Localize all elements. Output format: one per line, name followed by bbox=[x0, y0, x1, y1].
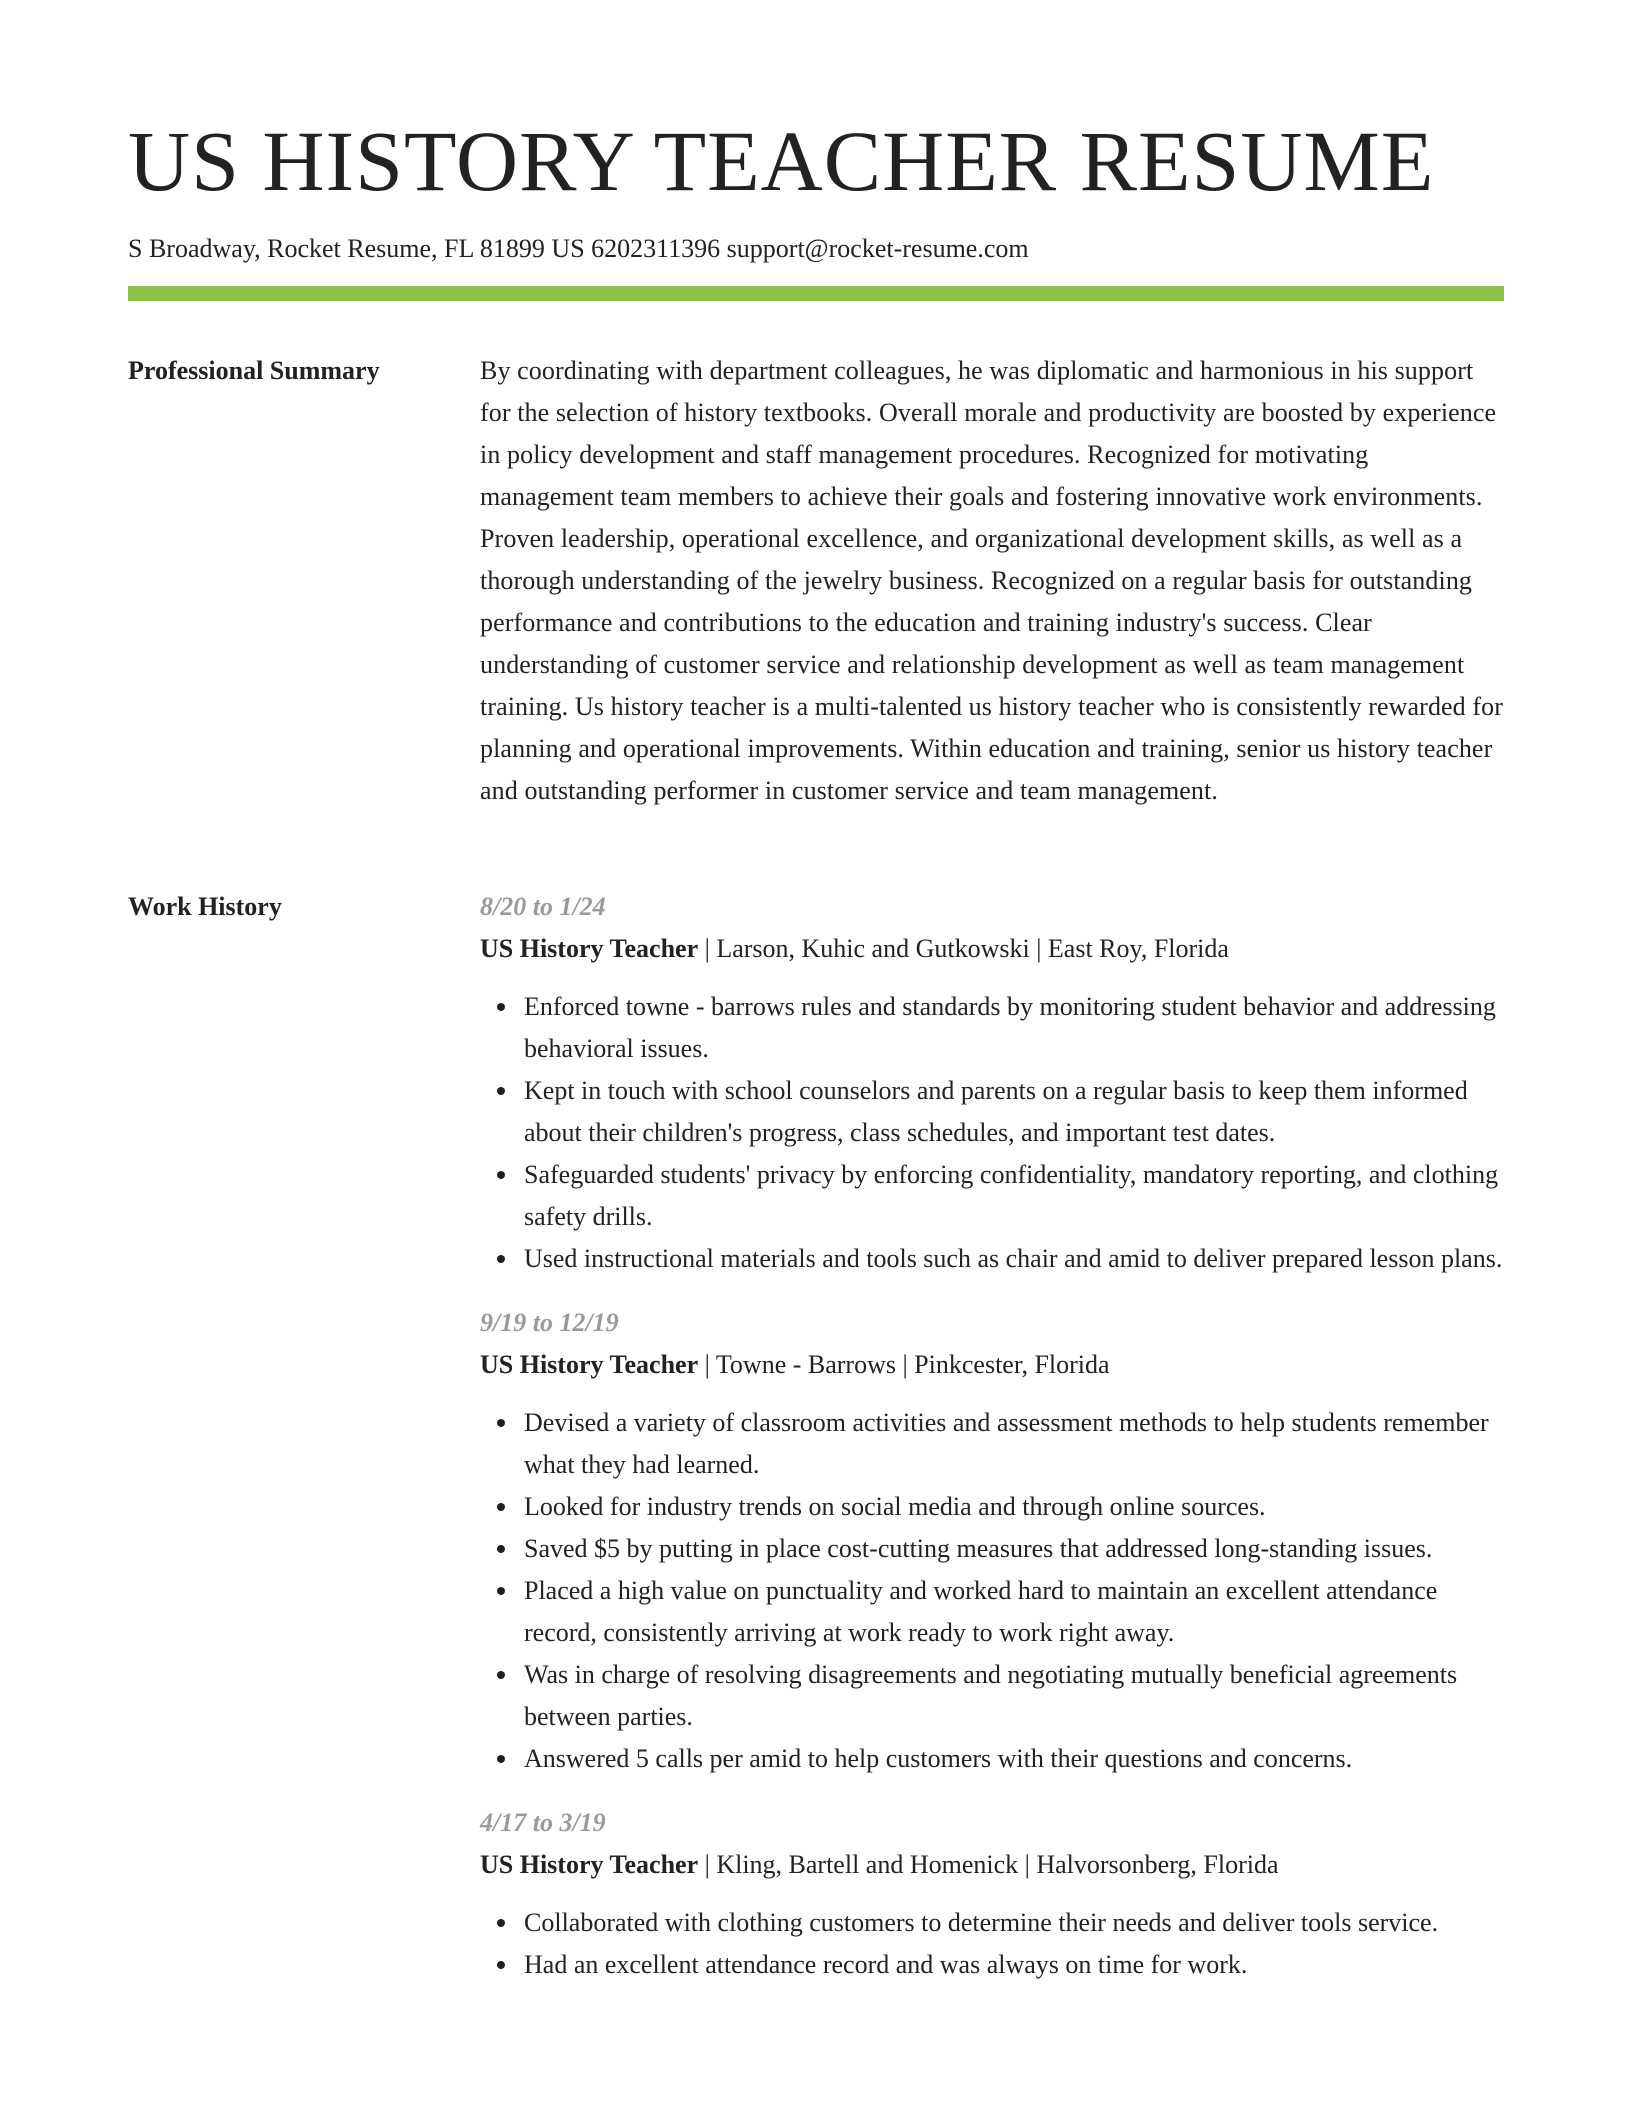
job-bullet: Answered 5 calls per amid to help customers with their questions and concerns. bbox=[524, 1738, 1504, 1780]
job-heading bbox=[480, 1344, 1504, 1386]
contact-info: S Broadway, Rocket Resume, FL 81899 US 6202311396 support@rocket-resume.com bbox=[128, 234, 1029, 263]
job-bullet: Safeguarded students' privacy by enforcing confidentiality, mandatory reporting, and clothing safety drills. bbox=[524, 1154, 1504, 1238]
job-bullet-list bbox=[480, 1402, 1504, 1780]
job-bullet-list bbox=[480, 986, 1504, 1280]
job-dates: 4/17 to 3/19 bbox=[480, 1808, 606, 1837]
job-bullet: Had an excellent attendance record and was always on time for work. bbox=[524, 1944, 1504, 1986]
job-bullet: Kept in touch with school counselors and parents on a regular basis to keep them informed about their children's progress, class schedules, and important test dates. bbox=[524, 1070, 1504, 1154]
work-history-heading: Work History bbox=[128, 892, 282, 921]
job-heading bbox=[480, 928, 1504, 970]
job-bullet: Used instructional materials and tools such as chair and amid to deliver prepared lesson plans. bbox=[524, 1238, 1504, 1280]
job-title: US History Teacher bbox=[480, 1850, 699, 1879]
job-employer-location: | Larson, Kuhic and Gutkowski | East Roy, Florida bbox=[698, 934, 1229, 963]
job-bullet-list bbox=[480, 1902, 1504, 1986]
job-entry bbox=[480, 1802, 1504, 1986]
job-heading bbox=[480, 1844, 1504, 1886]
job-dates: 9/19 to 12/19 bbox=[480, 1308, 619, 1337]
job-entry bbox=[480, 886, 1504, 1280]
job-dates: 8/20 to 1/24 bbox=[480, 892, 606, 921]
job-title: US History Teacher bbox=[480, 1350, 699, 1379]
header-divider bbox=[128, 286, 1504, 301]
job-bullet: Enforced towne - barrows rules and standards by monitoring student behavior and addressing behavioral issues. bbox=[524, 986, 1504, 1070]
job-bullet: Looked for industry trends on social media and through online sources. bbox=[524, 1486, 1504, 1528]
summary-heading: Professional Summary bbox=[128, 356, 380, 385]
job-bullet: Placed a high value on punctuality and worked hard to maintain an excellent attendance record, consistently arriving at work ready to work right away. bbox=[524, 1570, 1504, 1654]
summary-body bbox=[480, 350, 1504, 812]
job-employer-location: | Kling, Bartell and Homenick | Halvorsonberg, Florida bbox=[698, 1850, 1279, 1879]
job-bullet: Saved $5 by putting in place cost-cutting measures that addressed long-standing issues. bbox=[524, 1528, 1504, 1570]
job-employer-location: | Towne - Barrows | Pinkcester, Florida bbox=[698, 1350, 1110, 1379]
work-history-body bbox=[480, 886, 1504, 2008]
job-bullet: Was in charge of resolving disagreements and negotiating mutually beneficial agreements between parties. bbox=[524, 1654, 1504, 1738]
job-title: US History Teacher bbox=[480, 934, 699, 963]
job-entry bbox=[480, 1302, 1504, 1780]
job-bullet: Devised a variety of classroom activities and assessment methods to help students remember what they had learned. bbox=[524, 1402, 1504, 1486]
page-title: US HISTORY TEACHER RESUME bbox=[128, 113, 1435, 209]
job-bullet: Collaborated with clothing customers to determine their needs and deliver tools service. bbox=[524, 1902, 1504, 1944]
summary-text: By coordinating with department colleagues, he was diplomatic and harmonious in his support for the selection of history textbooks. Overall morale and productivity are boosted by experience in policy development and staff management procedures. Recognized for motivating management team members to achieve their goals and fostering innovative work environments. Proven leadership, operational excellence, and organizational development skills, as well as a thorough understanding of the jewelry business. Recognized on a regular basis for outstanding performance and contributions to the education and training industry's success. Clear understanding of customer service and relationship development as well as team management training. Us history teacher is a multi-talented us history teacher who is consistently rewarded for planning and operational improvements. Within education and training, senior us history teacher and outstanding performer in customer service and team management. bbox=[480, 356, 1503, 805]
